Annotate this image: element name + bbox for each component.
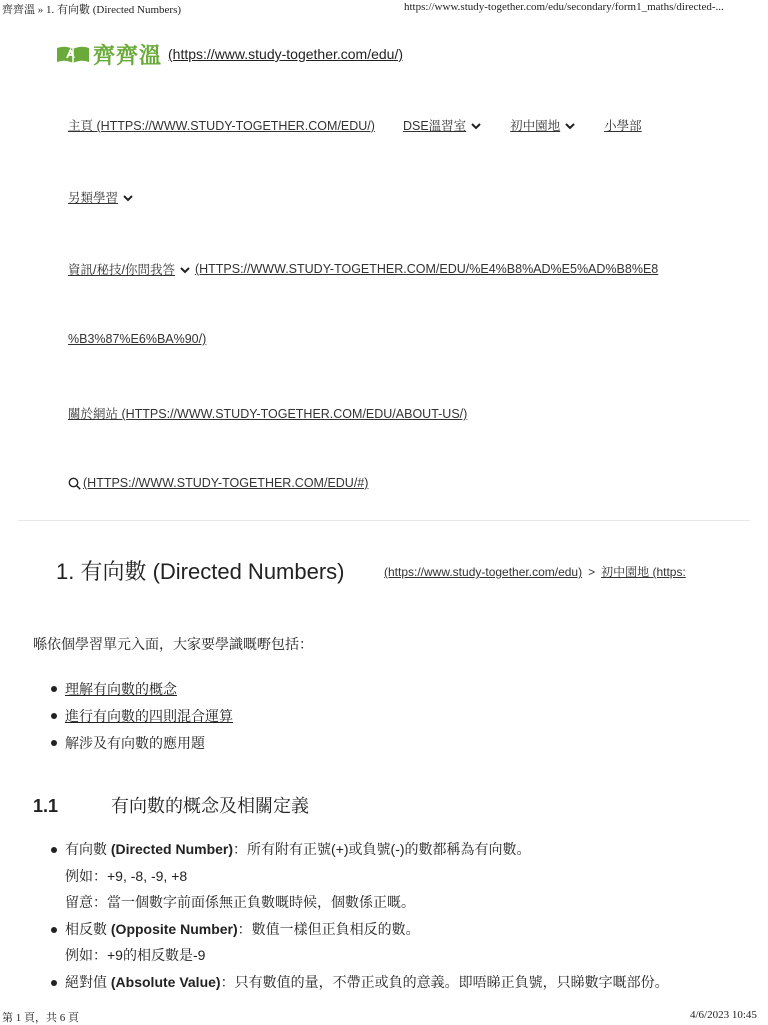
topic-list	[34, 678, 233, 759]
site-logo-text: 齊齊溫	[93, 42, 163, 68]
section-title: 有向數的概念及相關定義	[111, 796, 309, 816]
list-item	[34, 918, 766, 971]
definition-term-en: (Opposite Number)	[110, 920, 238, 937]
page-title: 1. 有向數 (Directed Numbers)	[56, 559, 345, 584]
definition-desc: ：只有數值的量，不帶正或負的意義。即唔睇正負號，只睇數字嘅部份。	[220, 973, 669, 990]
site-logo[interactable]	[55, 40, 403, 68]
breadcrumb-junior-link[interactable]: 初中園地 (https:	[601, 565, 686, 579]
section-number: 1.1	[33, 796, 59, 816]
breadcrumb-separator: >	[588, 565, 596, 579]
print-datetime: 4/6/2023 10:45	[690, 1009, 757, 1021]
topic-text: 解涉及有向數的應用題	[65, 735, 205, 751]
definition-term-en: (Directed Number)	[110, 841, 234, 857]
definition-term-en: (Absolute Value)	[110, 973, 221, 990]
site-logo-link[interactable]: (https://www.study-together.com/edu/)	[168, 46, 404, 62]
chevron-down-icon[interactable]	[470, 120, 482, 130]
print-header-url: https://www.study-together.com/edu/secondary/form1_maths/directed-...	[404, 1, 724, 13]
list-item[interactable]	[34, 705, 233, 732]
definition-term: 有向數	[65, 841, 111, 857]
nav-about-link[interactable]: 關於網站 (HTTPS://WWW.STUDY-TOGETHER.COM/EDU/ABOUT-US/)	[68, 407, 468, 421]
print-header-title: 齊齊溫 » 1. 有向數 (Directed Numbers)	[2, 4, 182, 16]
list-item	[34, 732, 233, 759]
topic-link[interactable]: 進行有向數的四則混合運算	[65, 708, 233, 724]
definition-desc: ：數值一樣但正負相反的數。	[237, 920, 420, 937]
nav-primary-link[interactable]: 小學部	[604, 119, 642, 133]
nav-dse-link[interactable]: DSE溫習室	[402, 119, 467, 133]
definition-list	[34, 838, 766, 997]
nav-junior-link[interactable]: 初中園地	[510, 119, 561, 133]
nav-info-url-link-cont[interactable]: %B3%87%E6%BA%90/)	[68, 332, 207, 346]
chevron-down-icon[interactable]	[564, 120, 576, 130]
search-icon[interactable]	[68, 477, 81, 490]
main-nav-row-3	[68, 260, 658, 278]
definition-note: 留意：當一個數字前面係無正負數嘅時候，個數係正嘅。	[65, 894, 415, 910]
nav-home-link[interactable]: 主頁 (HTTPS://WWW.STUDY-TOGETHER.COM/EDU/)	[68, 119, 375, 133]
section-heading	[33, 792, 309, 818]
main-nav-row-4	[68, 332, 206, 346]
nav-info-url-link[interactable]: (HTTPS://WWW.STUDY-TOGETHER.COM/EDU/%E4%B8%AD%E5%AD%B8%E8	[194, 262, 659, 276]
chevron-down-icon[interactable]	[122, 192, 134, 202]
header-divider	[18, 520, 750, 521]
definition-term: 絕對值	[65, 973, 111, 990]
print-footer	[0, 1008, 768, 1024]
list-item	[34, 971, 766, 998]
page-count: 第 1 頁，共 6 頁	[2, 1012, 79, 1024]
topic-link[interactable]: 理解有向數的概念	[65, 681, 177, 697]
nav-info-link[interactable]: 資訊/秘技/你問我答	[68, 263, 175, 277]
print-header	[0, 0, 768, 16]
definition-example: 例如：+9, -8, -9, +8	[65, 867, 188, 884]
breadcrumb-home-link[interactable]: (https://www.study-together.com/edu)	[384, 565, 583, 579]
chevron-down-icon[interactable]	[179, 264, 191, 274]
main-nav-row-6	[68, 476, 368, 490]
list-item[interactable]	[34, 678, 233, 705]
nav-other-link[interactable]: 另類學習	[68, 191, 119, 205]
nav-search-link[interactable]: (HTTPS://WWW.STUDY-TOGETHER.COM/EDU/#)	[83, 476, 369, 490]
breadcrumb	[384, 563, 714, 580]
book-logo-icon	[55, 42, 91, 66]
definition-term: 相反數	[65, 920, 111, 937]
list-item	[34, 838, 766, 918]
intro-text: 喺依個學習單元入面，大家要學識嘅嘢包括：	[33, 636, 313, 652]
main-nav-row-1	[68, 116, 642, 134]
main-nav-row-5	[68, 404, 467, 422]
definition-desc: ：所有附有正號(+)或負號(-)的數都稱為有向數。	[233, 841, 531, 857]
definition-example: 例如：+9的相反數是-9	[65, 947, 206, 963]
main-nav-row-2	[68, 188, 134, 206]
